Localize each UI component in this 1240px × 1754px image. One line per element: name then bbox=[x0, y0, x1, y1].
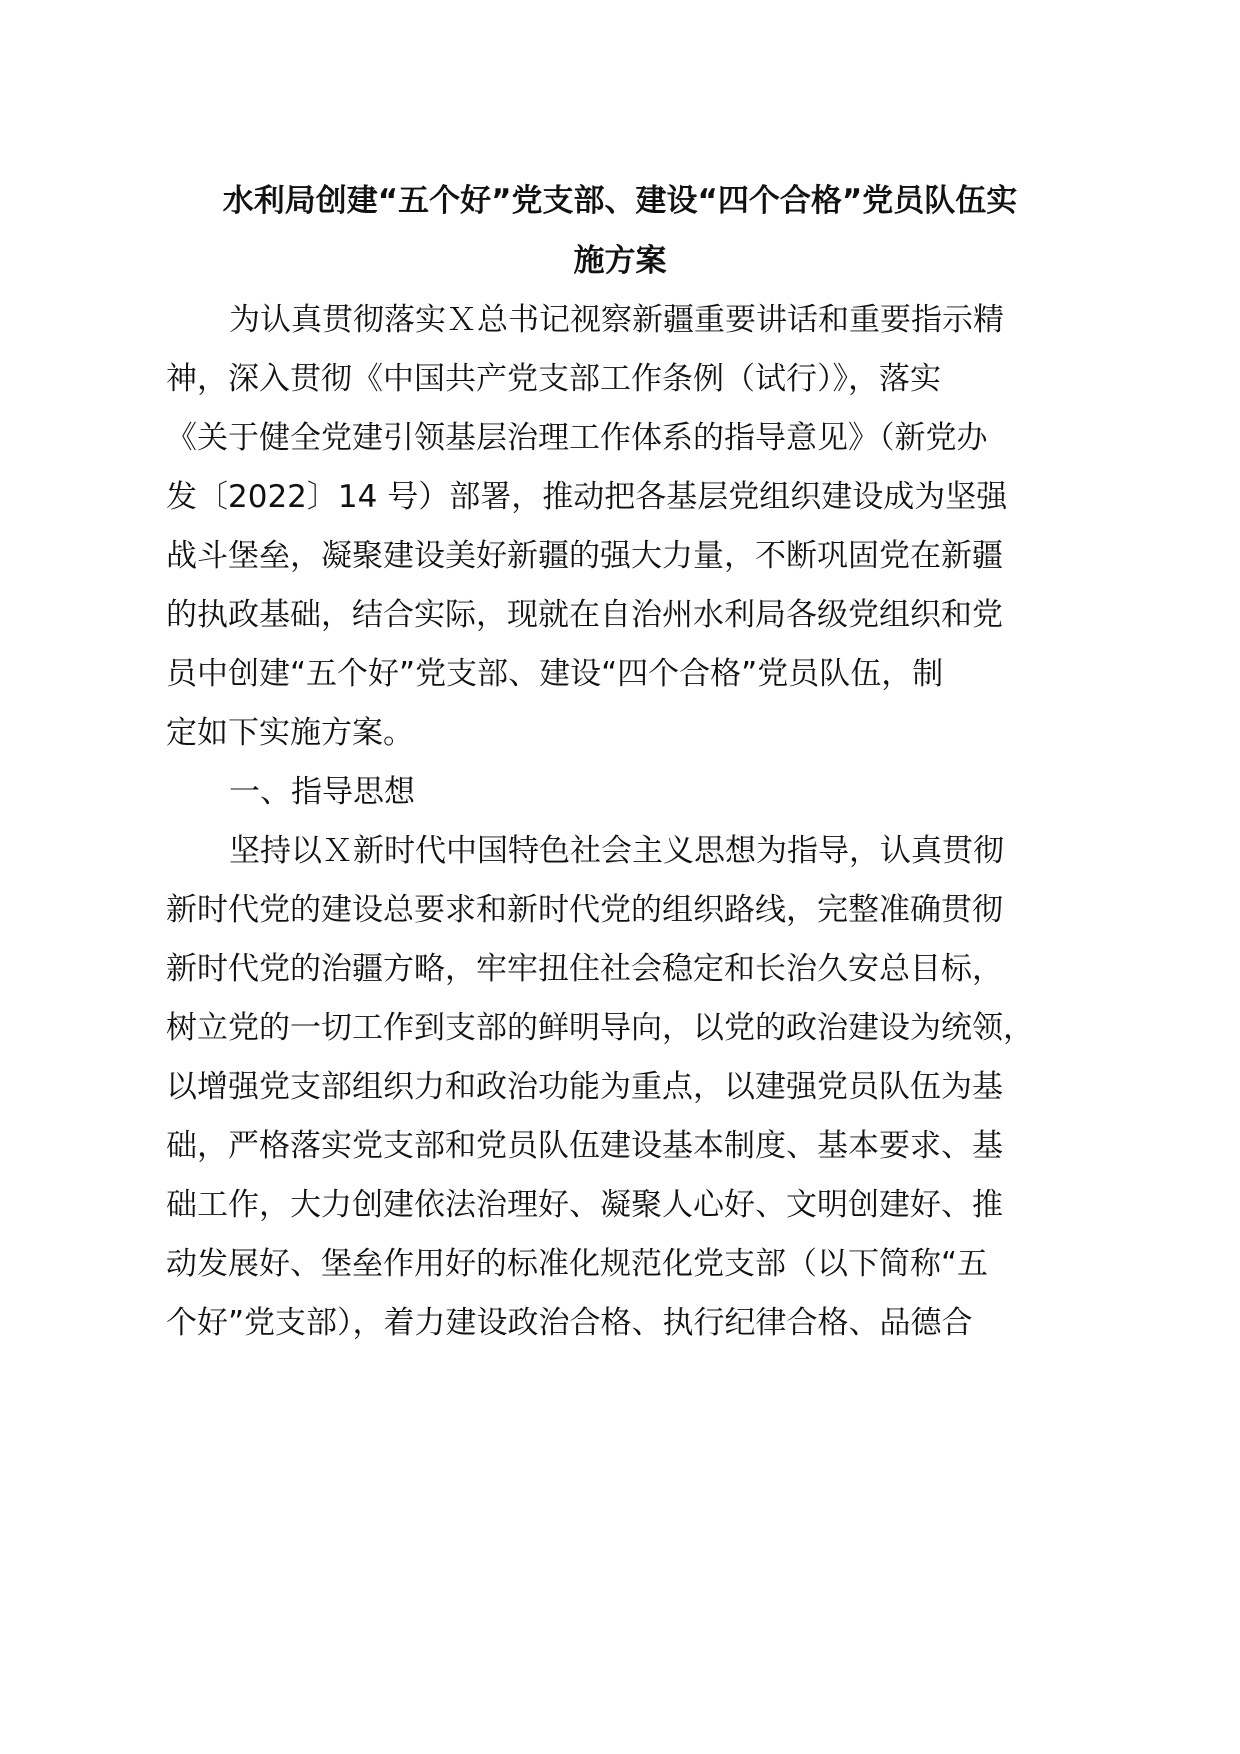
paragraph-line: 发〔2022〕14 号）部署，推动把各基层党组织建设成为坚强 bbox=[166, 479, 1008, 515]
document-title-line-1: 水利局创建“五个好”党支部、建设“四个合格”党员队伍实 bbox=[222, 183, 1018, 219]
paragraph-line: 定如下实施方案。 bbox=[166, 715, 414, 751]
paragraph-line: 新时代党的治疆方略，牢牢扭住社会稳定和长治久安总目标， bbox=[166, 951, 1003, 987]
paragraph-line: 新时代党的建设总要求和新时代党的组织路线，完整准确贯彻 bbox=[166, 892, 1003, 928]
paragraph-line: 战斗堡垒，凝聚建设美好新疆的强大力量，不断巩固党在新疆 bbox=[166, 538, 1003, 574]
section-heading: 一、指导思想 bbox=[229, 774, 415, 810]
paragraph-line: 坚持以Ｘ新时代中国特色社会主义思想为指导，认真贯彻 bbox=[229, 833, 1004, 869]
paragraph-line: 以增强党支部组织力和政治功能为重点，以建强党员队伍为基 bbox=[166, 1069, 1003, 1105]
paragraph-line: 员中创建“五个好”党支部、建设“四个合格”党员队伍，制 bbox=[166, 656, 944, 692]
paragraph-line: 为认真贯彻落实Ｘ总书记视察新疆重要讲话和重要指示精 bbox=[229, 302, 1004, 338]
paragraph-line: 个好”党支部），着力建设政治合格、执行纪律合格、品德合 bbox=[166, 1305, 973, 1341]
paragraph-line: 神，深入贯彻《中国共产党支部工作条例（试行）》，落实 bbox=[166, 361, 941, 397]
paragraph-line: 的执政基础，结合实际，现就在自治州水利局各级党组织和党 bbox=[166, 597, 1003, 633]
paragraph-line: 动发展好、堡垒作用好的标准化规范化党支部（以下简称“五 bbox=[166, 1246, 989, 1282]
paragraph-line: 础工作，大力创建依法治理好、凝聚人心好、文明创建好、推 bbox=[166, 1187, 1003, 1223]
document-title-line-2: 施方案 bbox=[573, 243, 667, 279]
paragraph-line: 树立党的一切工作到支部的鲜明导向，以党的政治建设为统领， bbox=[166, 1010, 1034, 1046]
paragraph-line: 《关于健全党建引领基层治理工作体系的指导意见》（新党办 bbox=[166, 420, 988, 456]
paragraph-line: 础，严格落实党支部和党员队伍建设基本制度、基本要求、基 bbox=[166, 1128, 1003, 1164]
